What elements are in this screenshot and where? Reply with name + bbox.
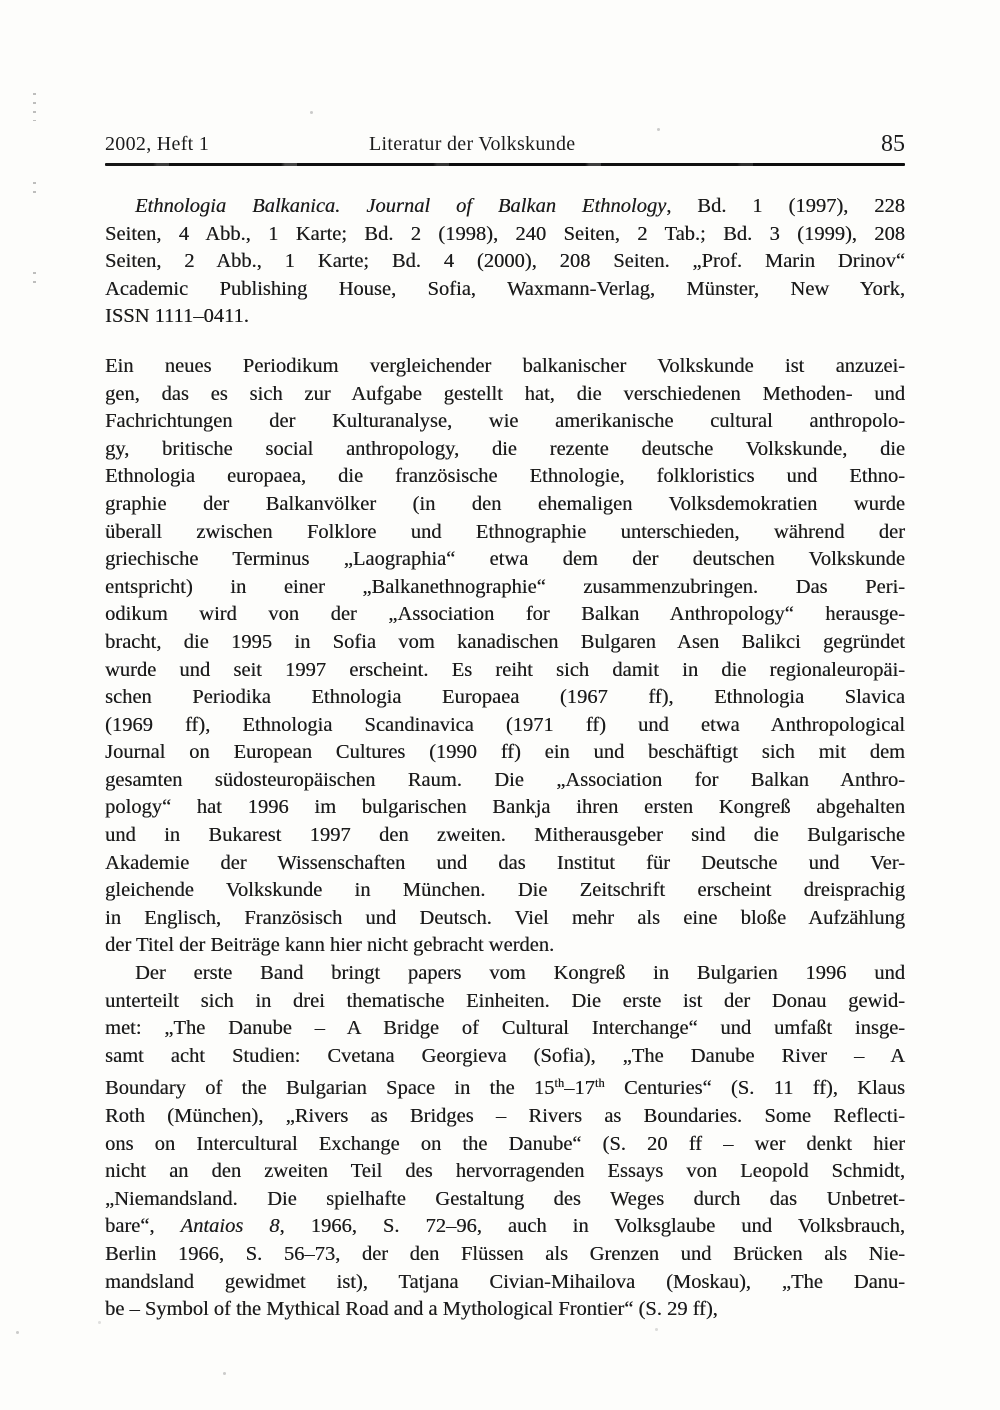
text-line: met: „The Danube – A Bridge of Cultural Interchange“ und umfaßt insge- (105, 1017, 905, 1040)
text-line: Journal on European Cultures (1990 ff) ein und beschäftigt sich mit dem (105, 741, 905, 764)
scan-artifact (655, 1328, 658, 1331)
text-line: bracht, die 1995 in Sofia vom kanadischen Bulgaren Asen Balikci gegründet (105, 630, 905, 653)
text-line: entspricht) in einer „Balkanethnographie“ zusammenzubringen. Das Peri- (105, 575, 905, 598)
review-article-text (105, 193, 905, 1324)
text-line: pology“ hat 1996 im bulgarischen Bankja ihren ersten Kongreß abgehalten (105, 796, 905, 819)
running-header (105, 128, 905, 158)
text-line: gesamten südosteuropäischen Raum. Die „Association for Balkan Anthro- (105, 768, 905, 791)
text-line: Berlin 1966, S. 56–73, der den Flüssen als Grenzen und Brücken als Nie- (105, 1242, 905, 1265)
scan-artifact (98, 1321, 101, 1324)
text-line: samt acht Studien: Cvetana Georgieva (Sofia), „The Danube River – A (105, 1044, 905, 1067)
ordinal-superscript: th (594, 1076, 605, 1091)
text-line: schen Periodika Ethnologia Europaea (1967 ff), Ethnologia Slavica (105, 686, 905, 709)
review-paragraph (105, 353, 905, 960)
text-line: unterteilt sich in drei thematische Einheiten. Die erste ist der Donau gewid- (105, 989, 905, 1012)
text-segment: –17 (564, 1077, 595, 1100)
text-segment: bare“, (105, 1215, 181, 1238)
contents-paragraph (105, 960, 905, 1324)
text-line: Seiten, 4 Abb., 1 Karte; Bd. 2 (1998), 240 Seiten, 2 Tab.; Bd. 3 (1999), 208 (105, 222, 905, 245)
text-line (105, 1070, 905, 1103)
page-number: 85 (881, 131, 905, 157)
text-line (105, 1213, 905, 1241)
header-journal-section-title: Literatur der Volkskunde (369, 133, 576, 155)
text-segment: , Bd. 1 (1997), 228 (666, 195, 905, 217)
text-line: gleichende Volkskunde in München. Die Zeitschrift erscheint dreisprachig (105, 879, 905, 902)
text-line: odikum wird von der „Association for Balkan Anthropology“ herausge- (105, 603, 905, 626)
text-line: überall zwischen Folklore und Ethnographie unterschieden, während der (105, 520, 905, 543)
scan-artifact (310, 111, 313, 114)
text-line: und in Bukarest 1997 den zweiten. Mitherausgeber sind die Bulgarische (105, 824, 905, 847)
text-line: graphie der Balkanvölker (in den ehemaligen Volksdemokratien wurde (105, 492, 905, 515)
scan-artifact (33, 272, 36, 290)
text-line: gen, das es sich zur Aufgabe gestellt hat, die verschiedenen Methoden- und (105, 382, 905, 405)
text-line: der Titel der Beiträge kann hier nicht gebracht werden. (105, 934, 555, 957)
text-line: (1969 ff), Ethnologia Scandinavica (1971 ff) und etwa Anthropological (105, 713, 905, 736)
text-line: mandsland gewidmet ist), Tatjana Civian-Mihailova (Moskau), „The Danu- (105, 1270, 905, 1293)
text-line: in Englisch, Französisch und Deutsch. Viel mehr als eine bloße Aufzählung (105, 906, 905, 929)
text-line: be – Symbol of the Mythical Road and a Mythological Frontier“ (S. 29 ff), (105, 1298, 718, 1321)
text-line: Seiten, 2 Abb., 1 Karte; Bd. 4 (2000), 208 Seiten. „Prof. Marin Drinov“ (105, 250, 905, 273)
text-line: Der erste Band bringt papers vom Kongreß in Bulgarien 1996 und (135, 962, 905, 985)
text-segment: Boundary of the Bulgarian Space in the 15 (105, 1077, 555, 1100)
text-line: gy, britische social anthropology, die rezente deutsche Volkskunde, die (105, 437, 905, 460)
cited-journal-title: Ethnologia Balkanica. Journal of Balkan Ethnology (135, 195, 667, 217)
text-line: „Niemandsland. Die spielhafte Gestaltung des Weges durch das Unbetret- (105, 1187, 905, 1210)
scan-artifact (223, 1372, 226, 1375)
text-line: Academic Publishing House, Sofia, Waxmann-Verlag, Münster, New York, (105, 277, 905, 300)
text-segment: , 1966, S. 72–96, auch in Volksglaube und Volksbrauch, (279, 1215, 905, 1238)
text-line: griechische Terminus „Laographia“ etwa dem der deutschen Volkskunde (105, 548, 905, 571)
scan-artifact (33, 182, 36, 200)
text-line (105, 193, 905, 221)
header-rule (105, 163, 905, 166)
scan-artifact (33, 93, 36, 121)
ordinal-superscript: th (554, 1076, 565, 1091)
text-line: Fachrichtungen der Kulturanalyse, wie amerikanische cultural anthropolo- (105, 410, 905, 433)
scan-artifact (16, 1331, 19, 1334)
text-line: Akademie der Wissenschaften und das Institut für Deutsche und Ver- (105, 851, 905, 874)
text-line: ons on Intercultural Exchange on the Danube“ (S. 20 ff – wer denkt hier (105, 1132, 905, 1155)
text-line: Ein neues Periodikum vergleichender balkanischer Volkskunde ist anzuzei- (105, 354, 905, 377)
cited-work-title: Antaios 8 (180, 1215, 280, 1238)
citation-paragraph (105, 193, 905, 331)
text-line: nicht an den zweiten Teil des hervorragenden Essays von Leopold Schmidt, (105, 1160, 905, 1183)
text-line: ISSN 1111–0411. (105, 305, 249, 328)
text-line: Ethnologia europaea, die französische Ethnologie, folkloristics und Ethno- (105, 465, 905, 488)
text-segment: Centuries“ (S. 11 ff), Klaus (604, 1077, 906, 1100)
header-issue: 2002, Heft 1 (105, 133, 210, 155)
text-line: wurde und seit 1997 erscheint. Es reiht sich damit in die regionaleuropäi- (105, 658, 905, 681)
text-line: Roth (München), „Rivers as Bridges – Rivers as Boundaries. Some Reflecti- (105, 1105, 905, 1127)
